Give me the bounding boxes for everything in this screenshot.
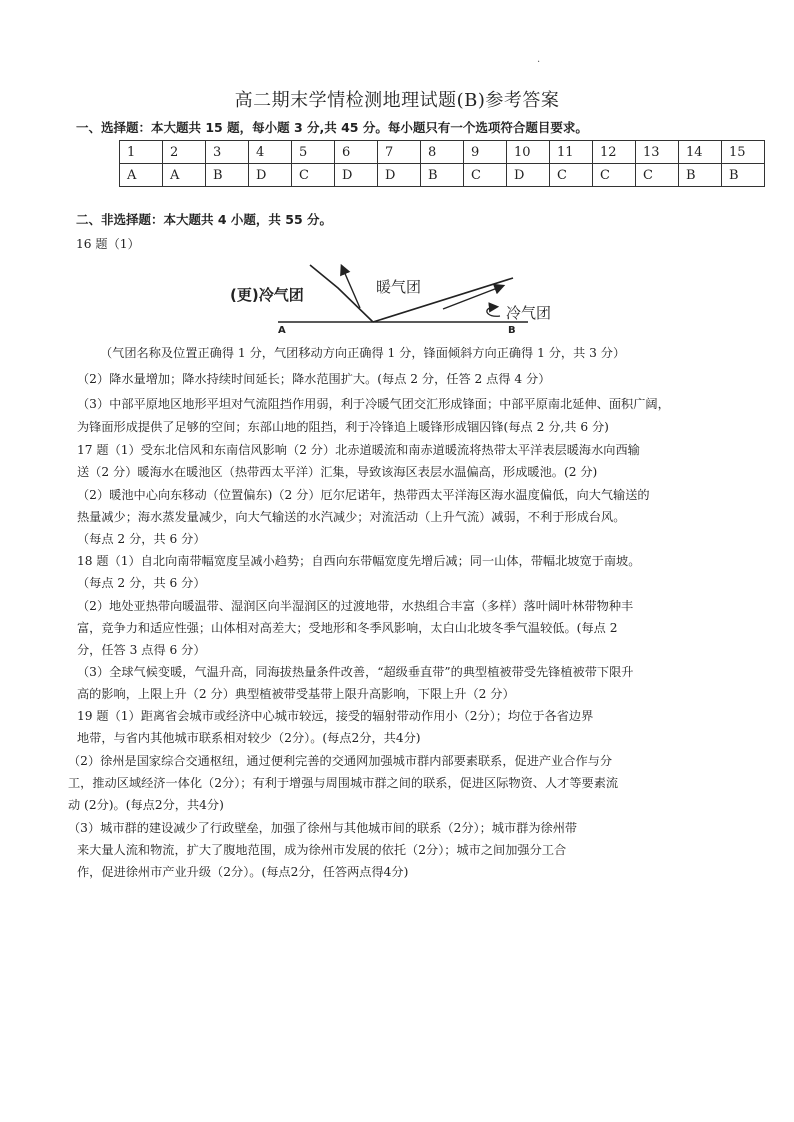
question-number-cell: 15	[722, 141, 765, 164]
answer-line: 工，推动区域经济一体化（2分）；有利于增强与周围城市群之间的联系，促进区际物资、人才等要素流	[68, 776, 619, 790]
answer-line: 18 题（1）自北向南带幅宽度呈减小趋势；自西向东带幅宽度先增后减；同一山体，带幅北坡宽于南坡。	[77, 554, 641, 568]
answer-cell: A	[120, 164, 163, 187]
cold-front-surface	[310, 265, 373, 322]
question-number-cell: 12	[593, 141, 636, 164]
answer-cell: C	[636, 164, 679, 187]
question-number-cell: 8	[421, 141, 464, 164]
answer-table	[119, 140, 765, 187]
answer-line: 富，竞争力和适应性强；山体相对高差大；受地形和冬季风影响，太白山北坡冬季气温较低。(每点 2	[77, 621, 618, 635]
answer-line: 动 (2分)。(每点2分，共4分)	[68, 798, 224, 812]
answer-line: （3）城市群的建设减少了行政壁垒，加强了徐州与其他城市间的联系（2分）；城市群为徐州带	[68, 821, 578, 835]
answer-table-answer-row	[120, 164, 765, 187]
question-number-cell: 14	[679, 141, 722, 164]
answer-line: （2）徐州是国家综合交通枢纽，通过便利完善的交通网加强城市群内部要素联系，促进产业合作与分	[68, 754, 613, 768]
question-number-cell: 6	[335, 141, 378, 164]
answer-line: 19 题（1）距离省会城市或经济中心城市较远，接受的辐射带动作用小（2分）；均位于各省边界	[77, 709, 594, 723]
corner-mark: .	[537, 54, 541, 65]
answer-line: （2）降水量增加；降水持续时间延长；降水范围扩大。(每点 2 分，任答 2 点得 4 分）	[77, 372, 551, 386]
question-number-cell: 5	[292, 141, 335, 164]
question-number-cell: 4	[249, 141, 292, 164]
question-number-cell: 10	[507, 141, 550, 164]
point-a-label: A	[278, 325, 286, 334]
cold-air-arrow	[487, 307, 500, 316]
page-title: 高二期末学情检测地理试题(B)参考答案	[234, 90, 560, 111]
answer-cell: B	[679, 164, 722, 187]
answer-line: （每点 2 分，共 6 分）	[77, 532, 206, 546]
answer-line: 送（2 分）暖海水在暖池区（热带西太平洋）汇集，导致该海区表层水温偏高，形成暖池。(2 分)	[77, 465, 598, 479]
answer-line: （每点 2 分，共 6 分）	[77, 576, 206, 590]
warm-air-mass-label: 暖气团	[376, 278, 422, 296]
question-number-cell: 3	[206, 141, 249, 164]
answer-line: （气团名称及位置正确得 1 分，气团移动方向正确得 1 分，锋面倾斜方向正确得 1 分，共 3 分）	[100, 346, 626, 360]
right-air-mass-label: 冷气团	[506, 304, 552, 322]
answer-cell: C	[464, 164, 507, 187]
answer-cell: B	[206, 164, 249, 187]
point-b-label: B	[508, 325, 516, 334]
answer-cell: C	[292, 164, 335, 187]
answer-cell: C	[593, 164, 636, 187]
answer-cell: B	[722, 164, 765, 187]
answer-line: 分，任答 3 点得 6 分）	[77, 643, 206, 657]
answer-cell: D	[335, 164, 378, 187]
question-number-cell: 11	[550, 141, 593, 164]
answer-line: 高的影响，上限上升（2 分）典型植被带受基带上限升高影响，下限上升（2 分）	[77, 687, 515, 701]
answer-line: 来大量人流和物流，扩大了腹地范围，成为徐州市发展的依托（2分）；城市之间加强分工合	[77, 843, 567, 857]
answer-cell: D	[507, 164, 550, 187]
answer-line: 地带，与省内其他城市联系相对较少（2分）。(每点2分，共4分)	[77, 731, 421, 745]
answer-line: 热量减少；海水蒸发量减少，向大气输送的水汽减少；对流活动（上升气流）减弱，不利于形成台风。	[77, 510, 626, 524]
answer-cell: D	[378, 164, 421, 187]
answer-line: （3）中部平原地区地形平坦对气流阻挡作用弱，利于冷暖气团交汇形成锋面；中部平原南北延伸、面积广阔，	[77, 397, 670, 411]
q16-heading: 16 题（1）	[76, 237, 140, 251]
answer-line: （2）暖池中心向东移动（位置偏东)（2 分）厄尔尼诺年，热带西太平洋海区海水温度偏低，向大气输送的	[77, 488, 650, 502]
question-number-cell: 2	[163, 141, 206, 164]
answer-cell: A	[163, 164, 206, 187]
question-number-cell: 9	[464, 141, 507, 164]
answer-line: 为锋面形成提供了足够的空间；东部山地的阻挡，利于冷锋追上暖锋形成锢囚锋(每点 2 分,共 6 分)	[77, 420, 609, 434]
answer-table-number-row	[120, 141, 765, 164]
answer-line: （2）地处亚热带向暖温带、湿润区向半湿润区的过渡地带，水热组合丰富（多样）落叶阔叶林带物种丰	[77, 599, 634, 613]
answer-cell: D	[249, 164, 292, 187]
question-number-cell: 1	[120, 141, 163, 164]
left-air-mass-label: (更)冷气团	[230, 286, 304, 304]
section-2-heading: 二、非选择题：本大题共 4 小题，共 55 分。	[76, 212, 333, 227]
section-1-heading: 一、选择题：本大题共 15 题，每小题 3 分,共 45 分。每小题只有一个选项符合题目要求。	[76, 120, 588, 135]
answer-cell: C	[550, 164, 593, 187]
question-number-cell: 7	[378, 141, 421, 164]
answer-cell: B	[421, 164, 464, 187]
answer-line: 作，促进徐州市产业升级（2分）。(每点2分，任答两点得4分)	[77, 865, 409, 879]
answer-line: （3）全球气候变暖，气温升高，同海拔热量条件改善，“超级垂直带”的典型植被带受先锋植被带下限升	[77, 665, 634, 679]
question-number-cell: 13	[636, 141, 679, 164]
front-diagram	[228, 262, 558, 334]
answer-line: 17 题（1）受东北信风和东南信风影响（2 分）北赤道暖流和南赤道暖流将热带太平洋表层暖海水向西输	[77, 443, 640, 457]
